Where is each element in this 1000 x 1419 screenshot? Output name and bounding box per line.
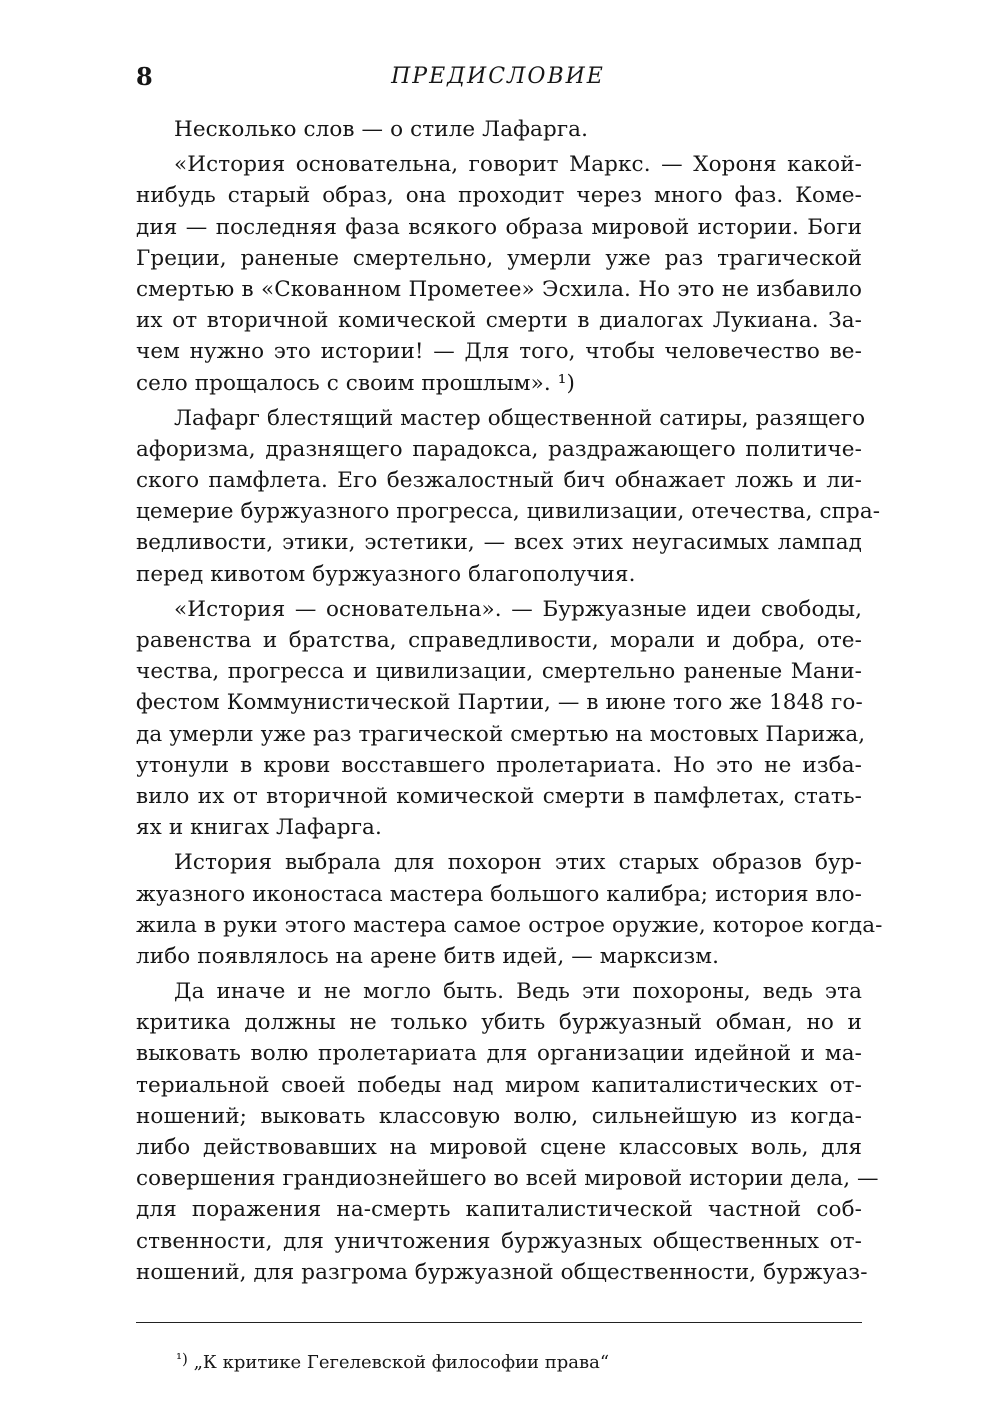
text-line: вило их от вторичной комической смерти в памфлетах, стать-: [136, 783, 862, 809]
text-line: смертью в «Скованном Прометее» Эсхила. Но это не избавило: [136, 276, 862, 302]
text-line: жила в руки этого мастера самое острое оружие, которое когда-: [136, 912, 883, 938]
text-line: Лафарг блестящий мастер общественной сатиры, разящего: [174, 405, 866, 431]
paragraph-3: [136, 403, 881, 590]
text-line: совершения грандиознейшего во всей мировой истории дела, —: [136, 1166, 879, 1192]
text-line: их от вторичной комической смерти в диалогах Лукиана. За-: [136, 308, 862, 334]
footnote-mark: ¹): [176, 1350, 188, 1368]
text-line: Греции, раненые смертельно, умерли уже раз трагической: [136, 245, 862, 271]
text-line: ношений, для разгрома буржуазной общественности, буржуаз-: [136, 1259, 868, 1285]
text-line: для поражения на-смерть капиталистической частной соб-: [136, 1197, 862, 1223]
text-line: ского памфлета. Его безжалостный бич обнажает ложь и ли-: [136, 468, 862, 494]
text-line: ношений; выковать классовую волю, сильнейшую из когда-: [136, 1103, 862, 1129]
text-line: ях и книгах Лафарга.: [136, 815, 382, 841]
paragraph-1: [136, 114, 862, 145]
text-line: «История основательна, говорит Маркс. — Хороня какой-: [174, 152, 862, 178]
paragraph-4: [136, 594, 866, 844]
paragraph-2: [136, 149, 862, 399]
text-line: чества, прогресса и цивилизации, смертельно раненые Мани-: [136, 659, 862, 685]
text-line: равенства и братства, справедливости, морали и добра, оте-: [136, 628, 862, 653]
text-line: перед кивотом буржуазного благополучия.: [136, 561, 636, 587]
text-line: ведливости, этики, эстетики, — всех этих неугасимых лампад: [136, 530, 862, 556]
paragraph-5: [136, 847, 883, 972]
running-head: ПРЕДИСЛОВИЕ: [391, 64, 605, 89]
footnote-divider: [136, 1322, 862, 1323]
text-line: да умерли уже раз трагической смертью на мостовых Парижа,: [136, 721, 866, 747]
text-line: чем нужно это истории! — Для того, чтобы человечество ве-: [136, 339, 862, 365]
text-line: село прощалось с своим прошлым». ¹): [136, 370, 575, 396]
text-line: жуазного иконостаса мастера большого калибра; история вло-: [136, 881, 862, 907]
footnote-text: „К критике Гегелевской философии права“: [193, 1352, 610, 1373]
text-line: История выбрала для похорон этих старых образов бур-: [174, 850, 862, 876]
text-line: критика должны не только убить буржуазный обман, но и: [136, 1010, 862, 1036]
text-line: утонули в крови восставшего пролетариата. Но это не изба-: [136, 752, 862, 778]
text-line: нибудь старый образ, она проходит через много фаз. Коме-: [136, 183, 862, 209]
text-line: «История — основательна». — Буржуазные идеи свободы,: [174, 596, 862, 622]
footnote: [176, 1346, 609, 1376]
text-line: либо действовавших на мировой сцене классовых воль, для: [136, 1135, 862, 1160]
text-line: фестом Коммунистической Партии, — в июне того же 1848 го-: [136, 690, 863, 716]
text-line: дия — последняя фаза всякого образа мировой истории. Боги: [136, 214, 862, 240]
text-line: териальной своей победы над миром капиталистических от-: [136, 1072, 862, 1098]
page-number: 8: [136, 62, 153, 91]
text-line: цемерие буржуазного прогресса, цивилизации, отечества, спра-: [136, 499, 881, 525]
text-line: афоризма, дразнящего парадокса, раздражающего политиче-: [136, 436, 862, 462]
text-line: Да иначе и не могло быть. Ведь эти похороны, ведь эта: [174, 979, 862, 1005]
text-line: ственности, для уничтожения буржуазных общественных от-: [136, 1228, 862, 1254]
paragraph-6: [136, 976, 879, 1288]
text-line: либо появлялось на арене битв идей, — марксизм.: [136, 943, 720, 969]
text-line: Несколько слов — о стиле Лафарга.: [174, 117, 589, 142]
body-text: [136, 114, 883, 1288]
text-line: выковать волю пролетариата для организации идейной и ма-: [136, 1041, 862, 1067]
